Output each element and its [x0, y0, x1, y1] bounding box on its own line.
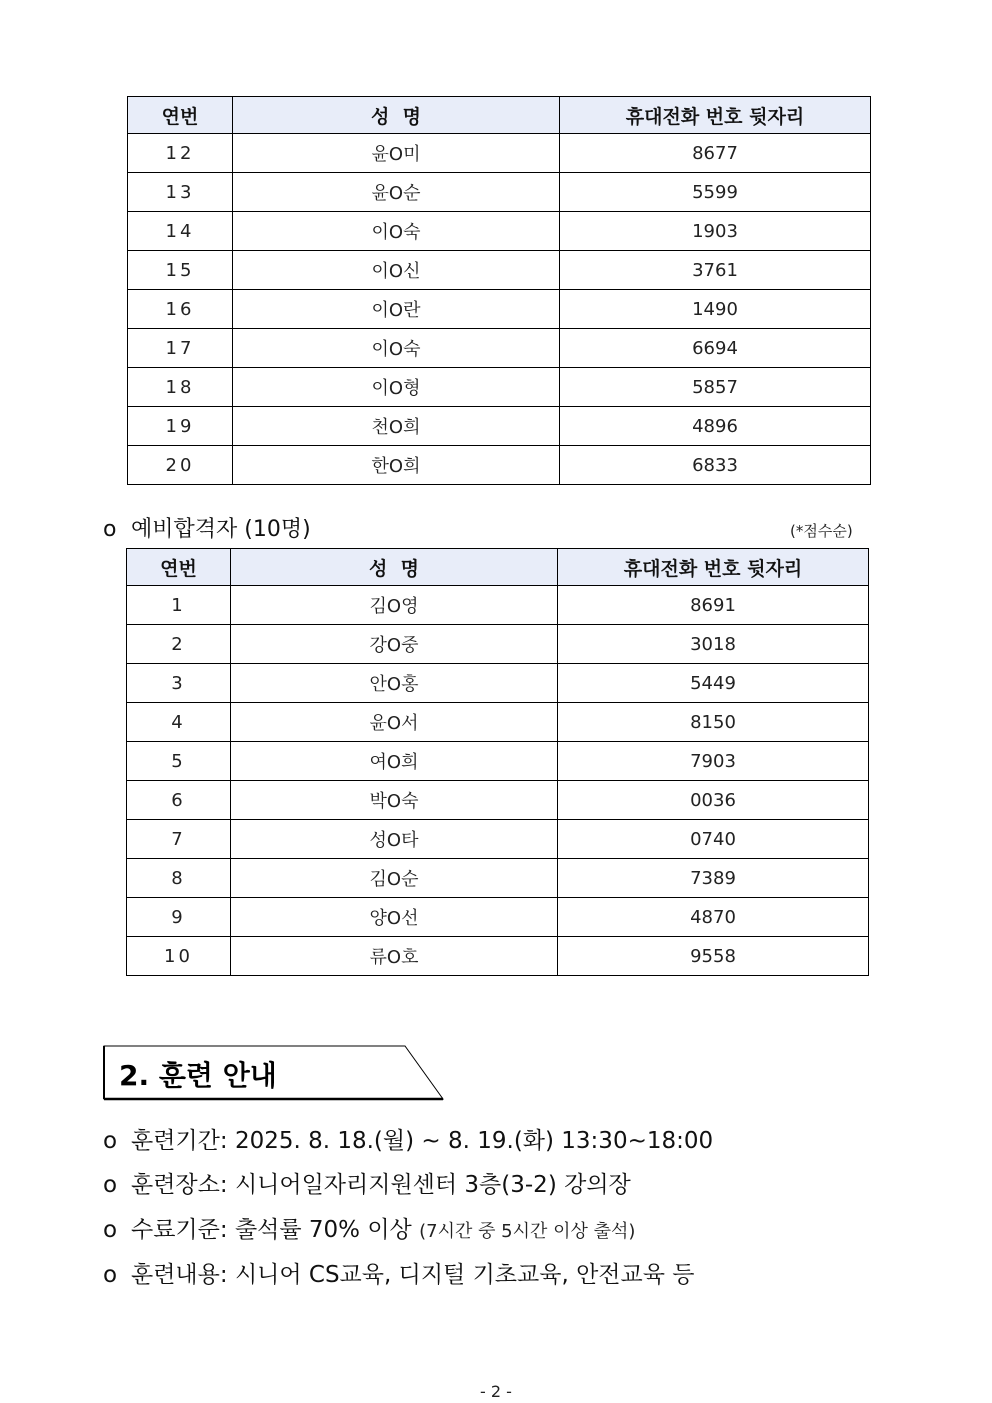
training-content-line [103, 1256, 694, 1289]
bullet-icon: o [103, 1128, 118, 1154]
table-row [128, 134, 871, 173]
row-name: 이O숙 [233, 329, 560, 368]
row-number: 7 [127, 820, 231, 859]
row-name: 이O숙 [233, 212, 560, 251]
item-note: (7시간 중 5시간 이상 출석) [419, 1221, 636, 1242]
row-name: 이O형 [233, 368, 560, 407]
row-number: 20 [128, 446, 233, 485]
row-name: 여O희 [231, 742, 558, 781]
row-phone: 0740 [558, 820, 869, 859]
row-number: 16 [128, 290, 233, 329]
table-row [128, 329, 871, 368]
row-phone: 3761 [560, 251, 871, 290]
header-number: 연번 [127, 549, 231, 586]
row-name: 류O호 [231, 937, 558, 976]
selected-candidates-table [127, 96, 871, 485]
reserve-heading [103, 512, 311, 543]
row-phone: 4870 [558, 898, 869, 937]
row-number: 2 [127, 625, 231, 664]
completion-criteria-line [103, 1211, 635, 1244]
row-number: 1 [127, 586, 231, 625]
row-number: 3 [127, 664, 231, 703]
table-row [128, 173, 871, 212]
bullet-icon: o [103, 1217, 118, 1243]
row-number: 14 [128, 212, 233, 251]
table-row [128, 290, 871, 329]
table-row [128, 446, 871, 485]
item-value: 시니어 CS교육, 디지털 기초교육, 안전교육 등 [234, 1262, 695, 1288]
header-name: 성 명 [233, 97, 560, 134]
header-phone: 휴대전화 번호 뒷자리 [558, 549, 869, 586]
row-name: 윤O서 [231, 703, 558, 742]
row-phone: 5857 [560, 368, 871, 407]
table-row [127, 859, 869, 898]
row-phone: 5449 [558, 664, 869, 703]
row-phone: 4896 [560, 407, 871, 446]
table-row [127, 937, 869, 976]
row-phone: 6694 [560, 329, 871, 368]
item-label: 훈련내용: [131, 1262, 228, 1288]
row-name: 천O희 [233, 407, 560, 446]
page-number: - 2 - [480, 1382, 512, 1401]
item-value: 2025. 8. 18.(월) ~ 8. 19.(화) 13:30~18:00 [234, 1128, 714, 1154]
row-number: 9 [127, 898, 231, 937]
item-value: 출석률 70% 이상 [234, 1217, 412, 1243]
row-name: 안O홍 [231, 664, 558, 703]
row-number: 12 [128, 134, 233, 173]
item-value: 시니어일자리지원센터 3층(3-2) 강의장 [234, 1172, 631, 1198]
row-phone: 8677 [560, 134, 871, 173]
row-name: 윤O순 [233, 173, 560, 212]
row-phone: 1903 [560, 212, 871, 251]
row-phone: 7903 [558, 742, 869, 781]
table-row [127, 742, 869, 781]
table-row [128, 251, 871, 290]
row-name: 강O중 [231, 625, 558, 664]
row-number: 10 [127, 937, 231, 976]
row-name: 김O영 [231, 586, 558, 625]
table-row [127, 898, 869, 937]
table-row [127, 586, 869, 625]
reserve-heading-text: 예비합격자 (10명) [131, 517, 311, 542]
row-name: 한O희 [233, 446, 560, 485]
row-name: 양O선 [231, 898, 558, 937]
row-phone: 9558 [558, 937, 869, 976]
bullet-icon: o [103, 517, 117, 542]
row-number: 5 [127, 742, 231, 781]
row-phone: 8691 [558, 586, 869, 625]
row-number: 4 [127, 703, 231, 742]
table-row [127, 781, 869, 820]
row-number: 8 [127, 859, 231, 898]
row-name: 윤O미 [233, 134, 560, 173]
row-phone: 0036 [558, 781, 869, 820]
item-label: 수료기준: [131, 1217, 228, 1243]
table-row [127, 664, 869, 703]
training-period-line [103, 1122, 713, 1155]
row-phone: 1490 [560, 290, 871, 329]
header-name: 성 명 [231, 549, 558, 586]
header-phone: 휴대전화 번호 뒷자리 [560, 97, 871, 134]
row-phone: 8150 [558, 703, 869, 742]
bullet-icon: o [103, 1262, 118, 1288]
table-row [128, 368, 871, 407]
table-header-row [127, 549, 869, 586]
header-number: 연번 [128, 97, 233, 134]
row-number: 18 [128, 368, 233, 407]
row-number: 17 [128, 329, 233, 368]
table-row [128, 212, 871, 251]
row-number: 6 [127, 781, 231, 820]
table-row [127, 820, 869, 859]
table-row [128, 407, 871, 446]
row-phone: 7389 [558, 859, 869, 898]
row-phone: 5599 [560, 173, 871, 212]
table-row [127, 625, 869, 664]
row-name: 이O신 [233, 251, 560, 290]
row-number: 15 [128, 251, 233, 290]
row-name: 김O순 [231, 859, 558, 898]
row-name: 성O타 [231, 820, 558, 859]
reserve-sort-note: (*점수순) [790, 522, 853, 540]
row-name: 박O숙 [231, 781, 558, 820]
table-row [127, 703, 869, 742]
table-header-row [128, 97, 871, 134]
section-heading-box [103, 1045, 443, 1100]
row-number: 13 [128, 173, 233, 212]
training-location-line [103, 1166, 631, 1199]
row-number: 19 [128, 407, 233, 446]
row-phone: 6833 [560, 446, 871, 485]
row-name: 이O란 [233, 290, 560, 329]
row-phone: 3018 [558, 625, 869, 664]
item-label: 훈련장소: [131, 1172, 228, 1198]
reserve-candidates-table [126, 548, 869, 976]
bullet-icon: o [103, 1172, 118, 1198]
section-title: 2. 훈련 안내 [119, 1059, 277, 1092]
item-label: 훈련기간: [131, 1128, 228, 1154]
